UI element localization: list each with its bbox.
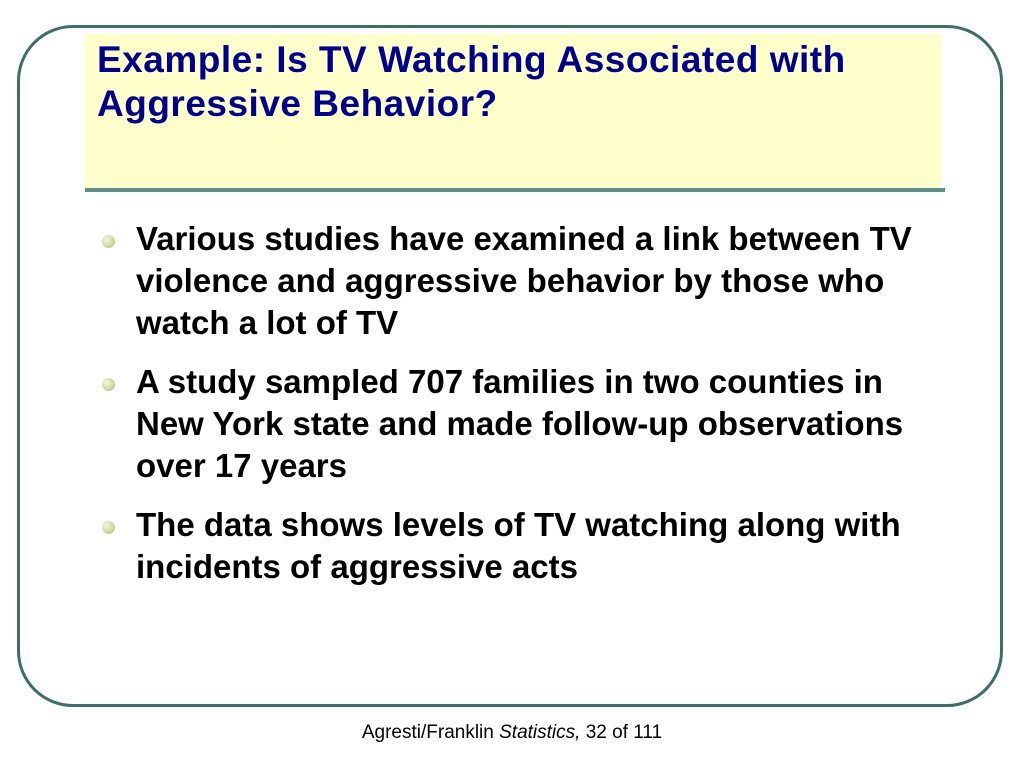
bullet-item xyxy=(100,504,950,588)
bullet-text: Various studies have examined a link between TV violence and aggressive behavior by those who watch a lot of TV xyxy=(136,220,912,341)
bullet-dot-icon xyxy=(102,378,115,391)
title-box xyxy=(85,34,941,188)
bullet-dot-icon xyxy=(102,521,115,534)
footer-page-number: 32 of 111 xyxy=(580,722,663,743)
bullet-text: A study sampled 707 families in two counties in New York state and made follow-up observations over 17 years xyxy=(136,363,904,484)
footer-book-title: Statistics, xyxy=(499,722,581,743)
title-underline xyxy=(85,188,945,192)
bullet-item xyxy=(100,218,950,344)
slide-title: Example: Is TV Watching Associated with Aggressive Behavior? xyxy=(97,39,846,124)
bullet-item xyxy=(100,361,950,487)
bullet-dot-icon xyxy=(102,235,115,248)
bullet-list xyxy=(100,218,950,605)
footer-author: Agresti/Franklin xyxy=(361,722,500,743)
bullet-text: The data shows levels of TV watching along with incidents of aggressive acts xyxy=(136,506,901,585)
slide-footer xyxy=(0,722,1024,744)
